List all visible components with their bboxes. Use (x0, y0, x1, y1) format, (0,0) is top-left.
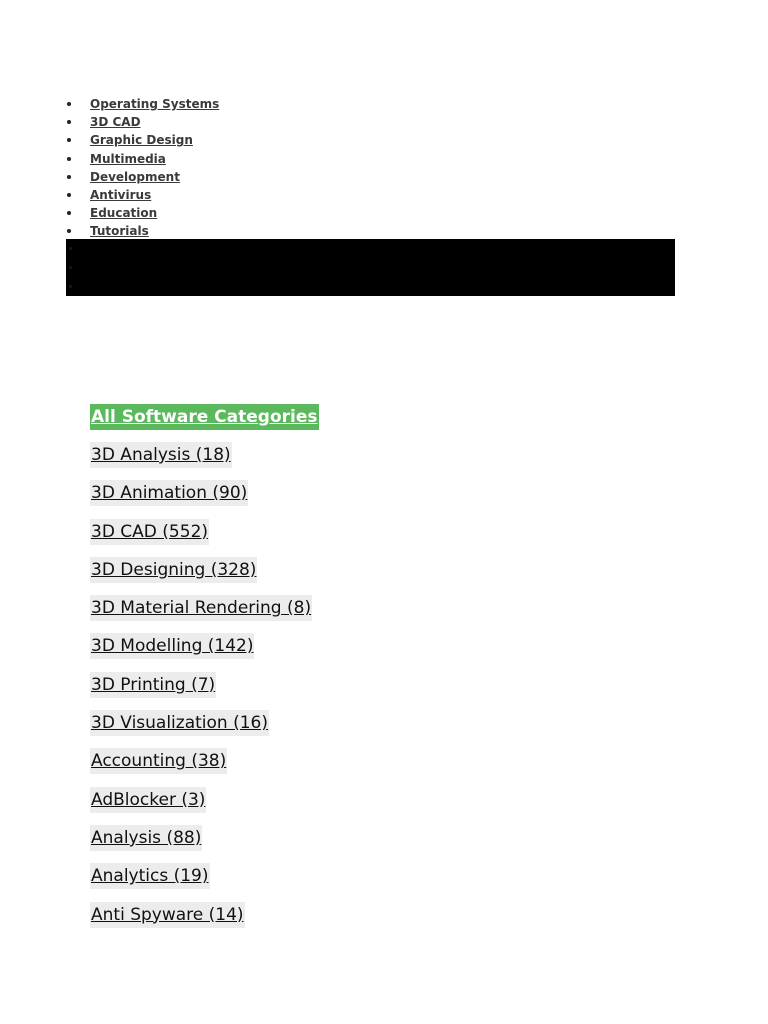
list-item (90, 595, 312, 633)
category-link-3d-printing[interactable]: 3D Printing (7) (90, 672, 216, 698)
list-item (90, 442, 312, 480)
list-item (90, 748, 312, 786)
nav-link-education[interactable]: Education (90, 206, 158, 221)
nav-item-development (66, 168, 219, 186)
category-link-3d-material-rendering[interactable]: 3D Material Rendering (8) (90, 595, 312, 621)
list-item (90, 863, 312, 901)
list-item (90, 519, 312, 557)
list-item (90, 672, 312, 710)
list-item (90, 787, 312, 825)
bullet-icon (69, 285, 72, 288)
nav-link-tutorials[interactable]: Tutorials (90, 224, 149, 239)
nav-item-tutorials (66, 222, 219, 240)
category-link-adblocker[interactable]: AdBlocker (3) (90, 787, 206, 813)
category-list (90, 442, 312, 940)
category-link-3d-modelling[interactable]: 3D Modelling (142) (90, 633, 254, 659)
nav-item-education (66, 204, 219, 222)
black-menu-bar (66, 239, 675, 296)
nav-link-multimedia[interactable]: Multimedia (90, 151, 166, 166)
bullet-icon (69, 266, 72, 269)
list-item (90, 480, 312, 518)
category-link-3d-designing[interactable]: 3D Designing (328) (90, 557, 257, 583)
nav-link-antivirus[interactable]: Antivirus (90, 187, 152, 202)
list-item (90, 710, 312, 748)
all-software-categories-link[interactable]: All Software Categories (90, 404, 319, 430)
nav-item-3d-cad (66, 113, 219, 131)
category-link-3d-visualization[interactable]: 3D Visualization (16) (90, 710, 269, 736)
nav-link-operating-systems[interactable]: Operating Systems (90, 97, 220, 111)
nav-link-development[interactable]: Development (90, 169, 180, 184)
category-link-analytics[interactable]: Analytics (19) (90, 863, 210, 889)
category-link-3d-analysis[interactable]: 3D Analysis (18) (90, 442, 232, 468)
nav-item-operating-systems (66, 95, 219, 113)
bullet-icon (69, 247, 72, 250)
nav-item-graphic-design (66, 131, 219, 149)
nav-item-multimedia (66, 150, 219, 168)
nav-link-3d-cad[interactable]: 3D CAD (90, 115, 141, 130)
category-link-3d-cad[interactable]: 3D CAD (552) (90, 519, 209, 545)
list-item (90, 825, 312, 863)
list-item (90, 557, 312, 595)
category-link-anti-spyware[interactable]: Anti Spyware (14) (90, 902, 245, 928)
category-link-3d-animation[interactable]: 3D Animation (90) (90, 480, 248, 506)
list-item (90, 633, 312, 671)
nav-link-graphic-design[interactable]: Graphic Design (90, 133, 193, 148)
category-link-analysis[interactable]: Analysis (88) (90, 825, 202, 851)
nav-item-antivirus (66, 186, 219, 204)
top-nav-list (66, 95, 219, 241)
list-item (90, 902, 312, 940)
category-link-accounting[interactable]: Accounting (38) (90, 748, 227, 774)
